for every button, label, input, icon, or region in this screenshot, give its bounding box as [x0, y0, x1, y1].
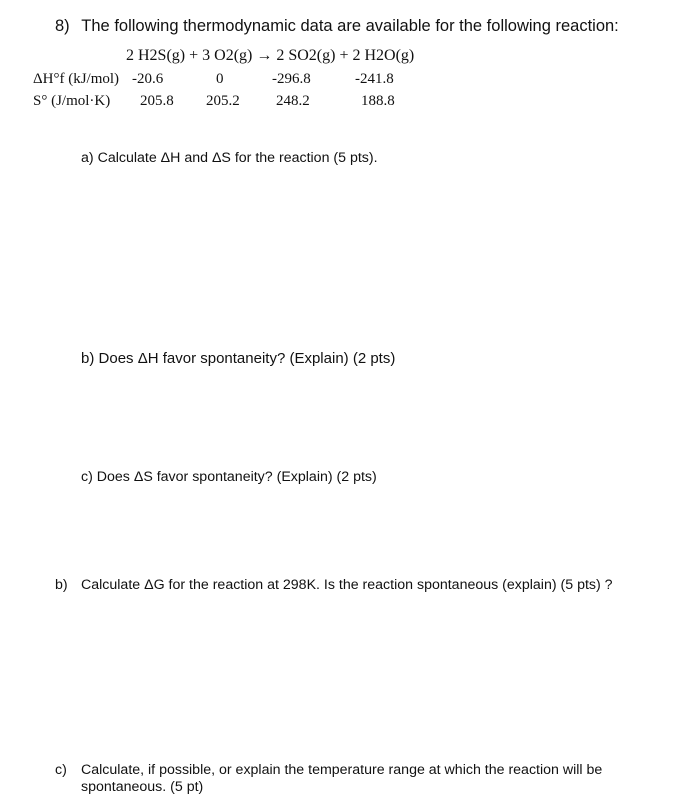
table-cell: 188.8 — [361, 93, 395, 109]
row-label-enthalpy: ΔH°f (kJ/mol) — [33, 71, 120, 87]
part-text: Calculate ΔG for the reaction at 298K. Is the reaction spontaneous (explain) (5 pts) ? — [81, 577, 613, 593]
part-a — [81, 150, 378, 166]
question-text: The following thermodynamic data are available for the following reaction: — [81, 17, 619, 35]
table-cell: -20.6 — [132, 71, 164, 87]
part-c-temperature-range — [55, 762, 602, 796]
question-header — [55, 17, 619, 36]
reaction-equation: 2 H2S(g) + 3 O2(g) → 2 SO2(g) + 2 H2O(g) — [126, 47, 415, 64]
table-cell: 205.8 — [140, 93, 174, 109]
part-text: Does ΔH favor spontaneity? (Explain) (2 pts) — [98, 350, 396, 367]
table-cell: -241.8 — [355, 71, 394, 87]
part-label: c) — [81, 469, 93, 485]
part-c — [81, 469, 377, 485]
part-text-line2: spontaneous. (5 pt) — [81, 779, 204, 795]
part-text-line1: Calculate, if possible, or explain the temperature range at which the reaction will be — [81, 762, 603, 778]
part-label: c) — [55, 762, 67, 778]
table-cell: -296.8 — [272, 71, 311, 87]
part-label: a) — [81, 150, 94, 166]
part-label: b) — [81, 350, 95, 367]
part-text: Does ΔS favor spontaneity? (Explain) (2 pts) — [96, 469, 377, 485]
part-b-delta-g — [55, 577, 613, 593]
question-number: 8) — [55, 17, 70, 35]
part-text: Calculate ΔH and ΔS for the reaction (5 pts). — [97, 150, 378, 166]
part-label: b) — [55, 577, 68, 593]
table-cell: 205.2 — [206, 93, 240, 109]
table-cell: 248.2 — [276, 93, 310, 109]
row-label-entropy: S° (J/mol·K) — [33, 93, 111, 109]
table-cell: 0 — [216, 71, 224, 87]
part-b — [81, 350, 395, 367]
